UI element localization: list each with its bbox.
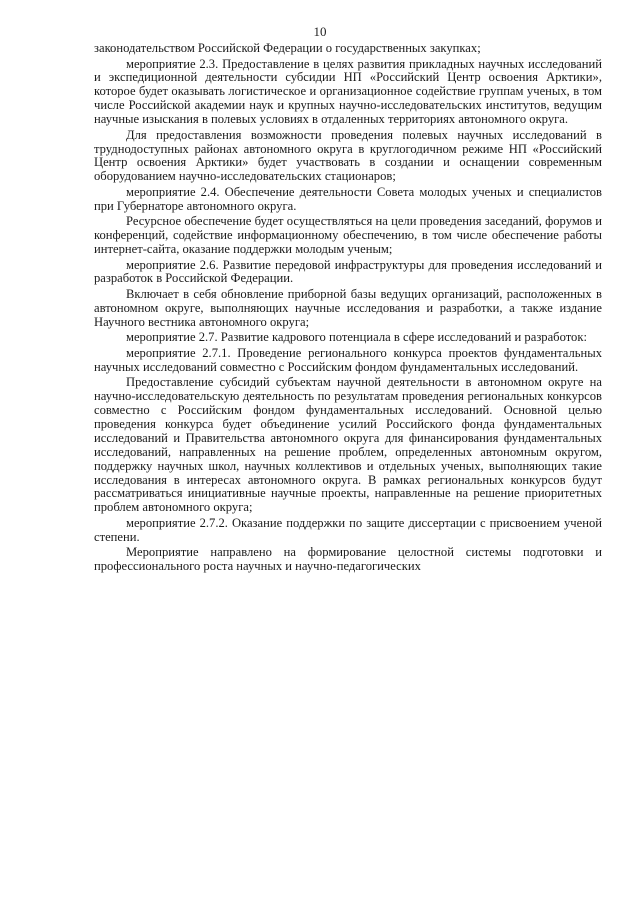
paragraph: мероприятие 2.6. Развитие передовой инфраструктуры для проведения исследований и разработок в Российской Федерации.: [94, 257, 602, 286]
paragraph: мероприятие 2.7.2. Оказание поддержки по защите диссертации с присвоением ученой степени.: [94, 515, 602, 544]
paragraph: Ресурсное обеспечение будет осуществляться на цели проведения заседаний, форумов и конференций, содействие информационному обеспечению, в том числе обеспечение работы интернет-сайта, оказание поддержки молодым ученым;: [94, 214, 602, 257]
paragraph: Включает в себя обновление приборной базы ведущих организаций, расположенных в автономном округе, выполняющих научные исследования и разработки, а также издание Научного вестника автономного округа;: [94, 286, 602, 329]
paragraph: Мероприятие направлено на формирование целостной системы подготовки и профессионального роста научных и научно-педагогических: [94, 545, 602, 574]
page-number: 10: [313, 24, 327, 39]
paragraph: Предоставление субсидий субъектам научной деятельности в автономном округе на научно-исследовательскую деятельность по результатам проведения региональных конкурсов совместно с Российским фондом фундаментальных исследований. Основной целью проведения конкурса будет объединение усилий Российского фонда фундаментальных исследований и Правительства автономного округа для финансирования фундаментальных исследований, направленных на решение проблем, определенных автономным округом, поддержку научных школ, научных коллективов и отдельных ученых, выполняющих такие исследования в интересах автономного округа. В рамках региональных конкурсов будут рассматриваться инициативные научные проекты, направленные на решение приоритетных проблем автономного округа;: [94, 375, 602, 515]
paragraph: законодательством Российской Федерации о государственных закупках;: [94, 41, 481, 55]
paragraph: мероприятие 2.7.1. Проведение регионального конкурса проектов фундаментальных научных исследований совместно с Российским фондом фундаментальных исследований.: [94, 345, 602, 374]
paragraph: Для предоставления возможности проведения полевых научных исследований в труднодоступных районах автономного округа в круглогодичном режиме НП «Российский Центр освоения Арктики» будет участвовать в создании и оснащении современным оборудованием научно-исследовательских стационаров;: [94, 127, 602, 184]
paragraph: мероприятие 2.3. Предоставление в целях развития прикладных научных исследований и экспедиционной деятельности субсидии НП «Российский Центр освоения Арктики», которое будет оказывать логистическое и организационное содействие группам ученых, в том числе Российской академии наук и крупных научно-исследовательских институтов, ведущим научные изыскания в полевых условиях в отдаленных территориях автономного округа.: [94, 56, 602, 127]
document-body: [94, 42, 602, 576]
paragraph: мероприятие 2.4. Обеспечение деятельности Совета молодых ученых и специалистов при Губернаторе автономного округа.: [94, 184, 602, 213]
paragraph: мероприятие 2.7. Развитие кадрового потенциала в сфере исследований и разработок:: [126, 330, 587, 345]
